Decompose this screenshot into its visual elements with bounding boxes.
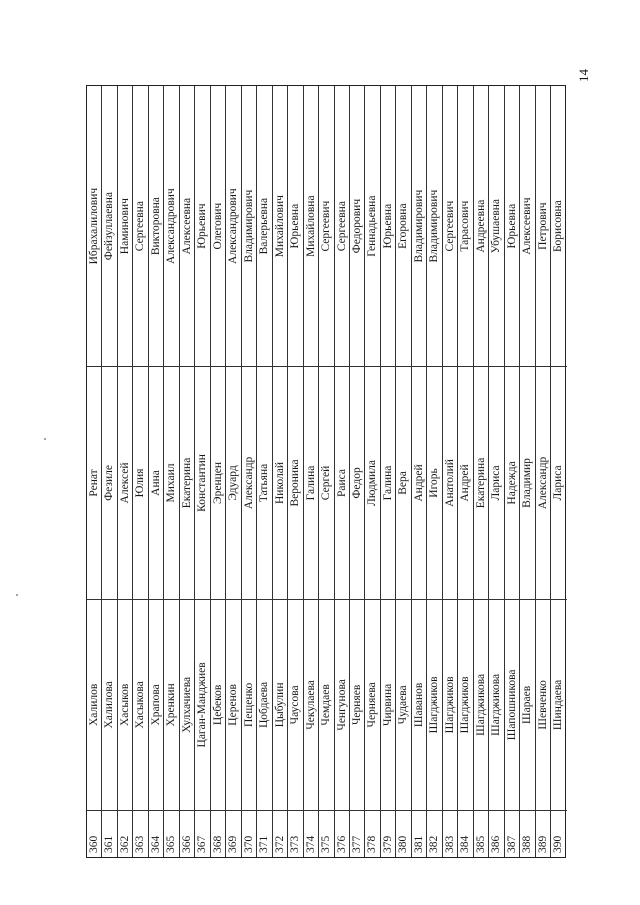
- cell-number: 378: [365, 810, 379, 857]
- cell-number: 383: [443, 810, 457, 857]
- cell-last-name: Хасыков: [118, 599, 132, 810]
- cell-number: 364: [149, 810, 163, 857]
- cell-first-name: Эренцен: [211, 366, 225, 598]
- cell-number: 373: [288, 810, 302, 857]
- cell-first-name: Екатерина: [180, 366, 194, 598]
- cell-first-name: Эдуард: [226, 366, 240, 598]
- cell-last-name: Цобдаева: [257, 599, 271, 810]
- cell-patronymic: Федорович: [350, 198, 363, 254]
- cell-last-name: Чемдаев: [319, 599, 333, 810]
- table-row: [536, 86, 551, 857]
- cell-last-name: Шаванов: [412, 599, 426, 810]
- cell-last-name: Шагджикова: [474, 599, 488, 810]
- cell-number: 380: [396, 810, 410, 857]
- table-row: [242, 86, 257, 857]
- table-row: [180, 86, 195, 857]
- cell-number: 390: [551, 810, 566, 857]
- cell-patronymic: Владимирович: [242, 189, 255, 263]
- cell-number: 382: [427, 810, 441, 857]
- cell-patronymic: Алексеевич: [521, 197, 534, 255]
- cell-last-name: Халилов: [87, 599, 101, 810]
- cell-number: 381: [412, 810, 426, 857]
- table-row: [396, 86, 411, 857]
- cell-last-name: Хренкин: [164, 599, 178, 810]
- cell-patronymic: Александрович: [227, 188, 240, 264]
- cell-patronymic: Александрович: [165, 188, 178, 264]
- cell-last-name: Шараев: [520, 599, 534, 810]
- table-row: [118, 86, 133, 857]
- cell-patronymic: Сергеевич: [443, 200, 456, 252]
- cell-patronymic: Викторовна: [149, 197, 162, 256]
- cell-number: 385: [474, 810, 488, 857]
- cell-number: 363: [133, 810, 147, 857]
- cell-last-name: Шагджиков: [443, 599, 457, 810]
- cell-first-name: Юлия: [133, 366, 147, 598]
- cell-last-name: Шагджиков: [427, 599, 441, 810]
- cell-patronymic: Андреевна: [474, 199, 487, 253]
- cell-first-name: Надежда: [505, 366, 519, 598]
- cell-last-name: Пещенко: [242, 599, 256, 810]
- cell-patronymic: Владимирович: [428, 189, 441, 263]
- table-row: [412, 86, 427, 857]
- cell-first-name: Вера: [396, 366, 410, 598]
- cell-patronymic: Юрьевич: [196, 203, 209, 249]
- table-row: [350, 86, 365, 857]
- cell-first-name: Анатолий: [443, 366, 457, 598]
- cell-patronymic: Олегович: [211, 202, 224, 250]
- table-row: [443, 86, 458, 857]
- cell-first-name: Константин: [195, 366, 209, 598]
- cell-first-name: Андрей: [412, 366, 426, 598]
- cell-number: 362: [118, 810, 132, 857]
- cell-first-name: Алексей: [118, 366, 132, 598]
- cell-last-name: Шагджикова: [489, 599, 503, 810]
- table-row: [489, 86, 504, 857]
- cell-first-name: Михаил: [164, 366, 178, 598]
- table-row: [211, 86, 226, 857]
- cell-number: 367: [195, 810, 209, 857]
- cell-last-name: Церенов: [226, 599, 240, 810]
- cell-last-name: Чекулаева: [304, 599, 318, 810]
- cell-last-name: Халилова: [102, 599, 116, 810]
- cell-number: 377: [350, 810, 364, 857]
- names-table: [86, 85, 566, 858]
- cell-last-name: Хасыкова: [133, 599, 147, 810]
- cell-last-name: Шагджиков: [458, 599, 472, 810]
- cell-first-name: Галина: [381, 366, 395, 598]
- cell-number: 369: [226, 810, 240, 857]
- cell-number: 387: [505, 810, 519, 857]
- cell-number: 374: [304, 810, 318, 857]
- cell-patronymic: Сергеевна: [335, 201, 348, 252]
- cell-number: 371: [257, 810, 271, 857]
- cell-first-name: Вероника: [288, 366, 302, 598]
- cell-number: 360: [87, 810, 101, 857]
- cell-patronymic: Юрьевна: [505, 203, 518, 249]
- table-row: [149, 86, 164, 857]
- cell-patronymic: Сергеевна: [134, 201, 147, 252]
- cell-first-name: Сергей: [319, 366, 333, 598]
- cell-number: 370: [242, 810, 256, 857]
- table-row: [427, 86, 442, 857]
- cell-number: 388: [520, 810, 534, 857]
- cell-last-name: Черняев: [350, 599, 364, 810]
- cell-number: 365: [164, 810, 178, 857]
- scan-speck: [44, 438, 46, 440]
- cell-last-name: Шиндаева: [551, 599, 566, 810]
- table-row: [102, 86, 117, 857]
- cell-last-name: Цыбулин: [273, 599, 287, 810]
- cell-first-name: Владимир: [520, 366, 534, 598]
- table-row: [288, 86, 303, 857]
- cell-number: 361: [102, 810, 116, 857]
- cell-number: 386: [489, 810, 503, 857]
- table-row: [257, 86, 272, 857]
- cell-first-name: Александр: [242, 366, 256, 598]
- table-row: [273, 86, 288, 857]
- cell-patronymic: Ибрахалилович: [88, 187, 100, 265]
- cell-first-name: Федор: [350, 366, 364, 598]
- cell-number: 375: [319, 810, 333, 857]
- table-row: [505, 86, 520, 857]
- cell-patronymic: Юрьевна: [289, 203, 302, 249]
- table-row: [474, 86, 489, 857]
- cell-first-name: Андрей: [458, 366, 472, 598]
- cell-last-name: Шапошникова: [505, 599, 519, 810]
- table-row: [133, 86, 148, 857]
- cell-patronymic: Борисовна: [552, 200, 565, 253]
- scan-speck: [16, 594, 18, 596]
- cell-last-name: Чаусова: [288, 599, 302, 810]
- cell-last-name: Ченгунова: [335, 599, 349, 810]
- table-row: [195, 86, 210, 857]
- table-row: [304, 86, 319, 857]
- cell-patronymic: Егоровна: [397, 203, 410, 249]
- cell-patronymic: Валерьевна: [258, 197, 271, 255]
- cell-patronymic: Геннадьевна: [366, 195, 379, 257]
- cell-number: 389: [536, 810, 550, 857]
- cell-first-name: Анна: [149, 366, 163, 598]
- cell-number: 372: [273, 810, 287, 857]
- cell-last-name: Чудаева: [396, 599, 410, 810]
- cell-last-name: Храпова: [149, 599, 163, 810]
- cell-patronymic: Алексеевна: [180, 197, 193, 255]
- table-row: [87, 86, 102, 857]
- cell-patronymic: Михайловна: [304, 195, 317, 257]
- cell-patronymic: Фейзуллаевна: [103, 192, 116, 261]
- table-row: [335, 86, 350, 857]
- cell-last-name: Чирвина: [381, 599, 395, 810]
- cell-last-name: Цаган-Манджиев: [195, 599, 209, 810]
- cell-last-name: Цебеков: [211, 599, 225, 810]
- cell-first-name: Татьяна: [257, 366, 271, 598]
- table-row: [381, 86, 396, 857]
- cell-first-name: Раиса: [335, 366, 349, 598]
- cell-patronymic: Тарасович: [459, 200, 472, 252]
- cell-last-name: Черняева: [365, 599, 379, 810]
- table-row: [520, 86, 535, 857]
- table-row: [365, 86, 380, 857]
- cell-patronymic: Владимирович: [412, 189, 425, 263]
- table-row: [319, 86, 334, 857]
- cell-first-name: Фезиле: [102, 366, 116, 598]
- cell-number: 379: [381, 810, 395, 857]
- cell-number: 384: [458, 810, 472, 857]
- cell-first-name: Николай: [273, 366, 287, 598]
- cell-patronymic: Сергеевич: [320, 200, 333, 252]
- table-row: [458, 86, 473, 857]
- page-number: 14: [576, 69, 591, 82]
- cell-patronymic: Юрьевна: [381, 203, 394, 249]
- cell-first-name: Лариса: [551, 366, 566, 598]
- cell-first-name: Людмила: [365, 366, 379, 598]
- cell-last-name: Шевченко: [536, 599, 550, 810]
- table-row: [164, 86, 179, 857]
- cell-first-name: Александр: [536, 366, 550, 598]
- cell-number: 368: [211, 810, 225, 857]
- cell-first-name: Ренат: [87, 366, 101, 598]
- cell-first-name: Игорь: [427, 366, 441, 598]
- cell-last-name: Хулхачиева: [180, 599, 194, 810]
- cell-first-name: Екатерина: [474, 366, 488, 598]
- table-row: [551, 86, 566, 857]
- cell-first-name: Лариса: [489, 366, 503, 598]
- cell-patronymic: Убушаевна: [490, 198, 503, 254]
- table-row: [226, 86, 241, 857]
- cell-first-name: Галина: [304, 366, 318, 598]
- cell-patronymic: Петрович: [536, 202, 549, 250]
- cell-number: 366: [180, 810, 194, 857]
- cell-patronymic: Наминович: [118, 198, 131, 255]
- cell-patronymic: Михайлович: [273, 195, 286, 258]
- cell-number: 376: [335, 810, 349, 857]
